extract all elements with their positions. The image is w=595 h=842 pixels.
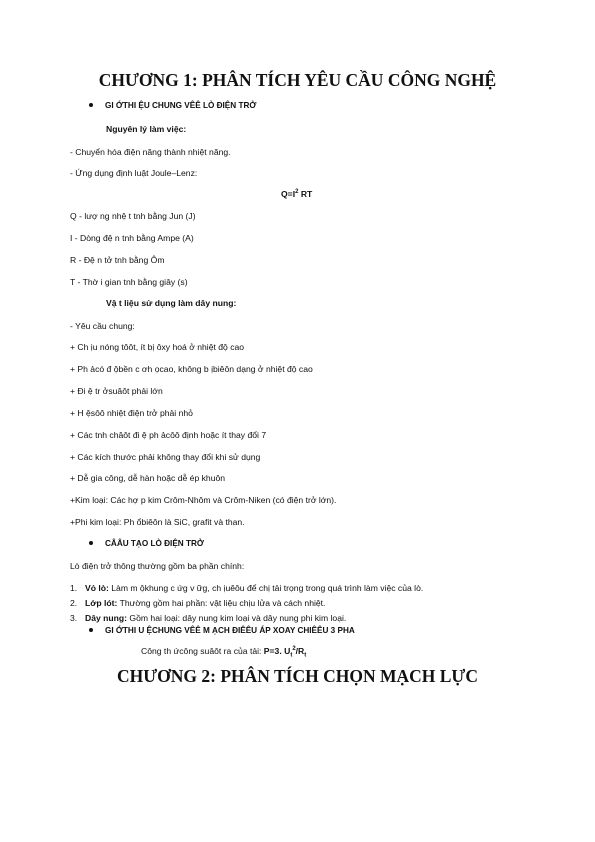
power-formula-line bbox=[141, 646, 306, 659]
list-item-number: 3. bbox=[70, 613, 78, 623]
formula-lhs: Q=I bbox=[281, 189, 296, 199]
power-formula-subscript: t bbox=[304, 652, 307, 659]
list-item-text: Thường gồm hai phần: vật liệu chịu lửa và cách nhiệt. bbox=[117, 598, 326, 608]
material-line: + H ệsôô nhiệt điện trở phải nhỏ bbox=[70, 408, 193, 418]
material-line: + Dễ gia công, dễ hàn hoặc dễ ép khuôn bbox=[70, 473, 226, 483]
list-item-label: Lớp lót: bbox=[85, 598, 118, 608]
chapter-2-title: CHƯƠNG 2: PHÂN TÍCH CHỌN MẠCH LỰC bbox=[116, 666, 478, 686]
section-heading-intro bbox=[89, 101, 256, 110]
body-line: - Chuyển hóa điện năng thành nhiệt năng. bbox=[70, 147, 231, 157]
power-formula-subscript: t bbox=[290, 652, 293, 659]
section-heading-ac-regulator-label: GI ỚTHI U ỆCHUNG VÊÊ M ẠCH ĐIÊÊU ÁP XOAY CHIÊÊU 3 PHA bbox=[105, 626, 355, 635]
power-formula bbox=[263, 646, 307, 659]
material-line: +Kim loại: Các hợ p kim Crôm-Nhôm và Crôm-Niken (có điện trở lớn). bbox=[70, 495, 337, 505]
power-formula-part: P=3. U bbox=[263, 646, 291, 656]
bullet-icon bbox=[89, 628, 93, 632]
definition-line: Q - lượ ng nhệ t tnh bằng Jun (J) bbox=[70, 211, 196, 221]
material-line: + Đi ệ tr ởsuâôt phải lớn bbox=[70, 386, 163, 396]
material-line: - Yêu cầu chung: bbox=[70, 321, 135, 331]
material-line: +Phi kim loại: Ph ổbiêôn là SiC, grafit và than. bbox=[70, 517, 245, 527]
structure-intro: Lò điện trở thông thường gồm ba phần chính: bbox=[70, 561, 245, 571]
section-heading-ac-regulator bbox=[89, 626, 355, 635]
list-item-text: Làm m ộkhung c ứg v ữg, ch ịuêôu để chị tải trọng trong quá trình làm việc của lò. bbox=[108, 583, 424, 593]
definition-line: R - Đệ n tở tnh bằng Ôm bbox=[70, 255, 165, 265]
section-heading-intro-label: GI ỚTHI ỆU CHUNG VÊÊ LÒ ĐIỆN TRỞ bbox=[105, 101, 257, 110]
definition-line: T - Thờ i gian tnh bằng giây (s) bbox=[70, 277, 188, 287]
bullet-icon bbox=[89, 541, 93, 545]
list-item bbox=[70, 613, 346, 623]
material-line: + Ch ịu nóng tôôt, ít bị ôxy hoá ở nhiệt độ cao bbox=[70, 342, 245, 352]
joule-formula bbox=[281, 189, 312, 199]
body-line: - Ứng dụng định luật Joule–Lenz: bbox=[70, 168, 198, 178]
section-heading-structure bbox=[89, 539, 204, 548]
list-item-text: Gồm hai loại: dây nung kim loại và dây nung phi kim loại. bbox=[127, 613, 347, 623]
list-item-number: 2. bbox=[70, 598, 78, 608]
power-formula-exponent: 2 bbox=[292, 646, 296, 653]
list-item-number: 1. bbox=[70, 583, 78, 593]
formula-rhs: RT bbox=[298, 189, 313, 199]
material-line: + Các tnh châôt đi ệ ph ảcôô định hoặc ít thay đổi 7 bbox=[70, 430, 267, 440]
power-formula-part: /R bbox=[295, 646, 305, 656]
material-line: + Các kích thước phải không thay đổi khi sử dụng bbox=[70, 452, 261, 462]
principle-heading: Nguyên lý làm việc: bbox=[106, 124, 187, 134]
material-line: + Ph ảcó đ ộbền c ơh ọcao, không b ịbiêôn dạng ở nhiệt độ cao bbox=[70, 364, 313, 374]
list-item bbox=[70, 598, 325, 608]
power-formula-label: Công th ứcông suâôt ra của tải: bbox=[141, 646, 264, 656]
chapter-1-title: CHƯƠNG 1: PHÂN TÍCH YÊU CẦU CÔNG NGHỆ bbox=[98, 70, 497, 90]
list-item bbox=[70, 583, 423, 593]
materials-heading: Vậ t liệu sử dụng làm dây nung: bbox=[106, 298, 237, 308]
section-heading-structure-label: CÂÂU TẠO LÒ ĐIỆN TRỞ bbox=[105, 539, 204, 548]
list-item-label: Vỏ lò: bbox=[85, 583, 109, 593]
bullet-icon bbox=[89, 103, 93, 107]
definition-line: I - Dòng đệ n tnh bằng Ampe (A) bbox=[70, 233, 194, 243]
formula-exponent: 2 bbox=[295, 189, 299, 196]
list-item-label: Dây nung: bbox=[85, 613, 128, 623]
